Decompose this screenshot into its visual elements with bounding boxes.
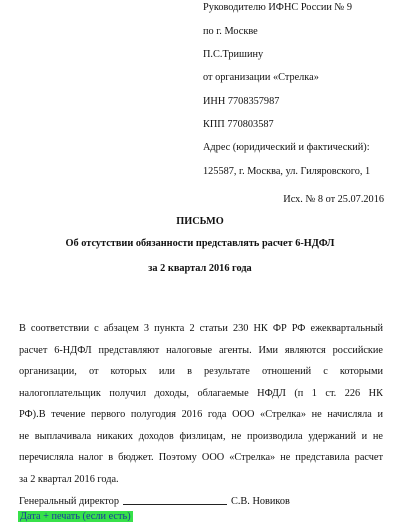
letter-title: ПИСЬМО [176,216,224,227]
signer-position: Генеральный директор [19,496,119,507]
body-line: РФ).В течение первого полугодия 2016 года ООО «Стрелка» не начисляла и [19,409,383,420]
sender-address-label: Адрес (юридический и фактический): [203,142,370,153]
sender-kpp: КПП 770803587 [203,119,274,130]
signature-block [19,496,290,507]
recipient-line: Руководителю ИФНС России № 9 [203,2,352,13]
body-line: не выплачивала никаких доходов физлицам, не производила удержаний и не [19,430,383,442]
body-line: за 2 квартал 2016 года. [19,473,119,485]
body-line: налогоплательщик получил доходы, облагаемые НФДЛ (п 1 ст. 226 НК [19,387,383,399]
recipient-city: по г. Москве [203,26,258,37]
letter-body [19,318,383,490]
sender-address: 125587, г. Москва, ул. Гиляровского, 1 [203,166,371,177]
sender-inn: ИНН 7708357987 [203,96,280,107]
outgoing-reference: Исх. № 8 от 25.07.2016 [283,194,384,205]
signer-name: С.В. Новиков [230,496,290,507]
letter-period: за 2 квартал 2016 года [148,263,252,274]
body-line: В соответствии с абзацем 3 пункта 2 статьи 230 НК ФР РФ ежеквартальный [19,323,383,334]
body-line: организации, от которых или в результате отношений с которыми [19,366,383,377]
stamp-note-highlight: Дата + печать (если есть) [20,511,131,522]
recipient-name: П.С.Тришину [203,49,264,60]
body-line: перечисляла налог в бюджет. Поэтому ООО «Стрелка» не представила расчет [19,452,383,463]
body-line: расчет 6-НДФЛ представляют налоговые агенты. Ими являются российские [19,344,383,356]
letter-subject: Об отсутствии обязанности представлять расчет 6-НДФЛ [65,238,335,249]
sender-org: от организации «Стрелка» [203,72,319,83]
signature-line [123,504,227,505]
